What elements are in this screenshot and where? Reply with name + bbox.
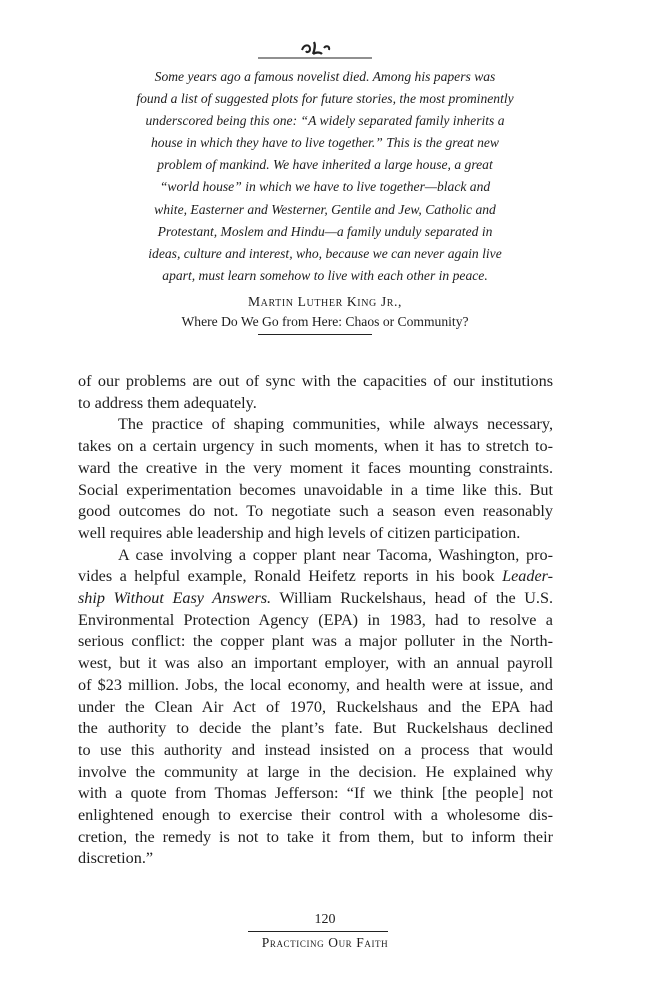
running-footer-title: Practicing Our Faith — [261, 935, 389, 950]
body-text — [78, 371, 553, 870]
body-text-run: vides a helpful example, Ronald Heifetz reports in his book — [78, 567, 503, 586]
epigraph-line: “world house” in which we have to live together—black and — [159, 179, 491, 195]
book-title: ship Without Easy Answers. — [78, 589, 272, 608]
body-text-run: William Ruckelshaus, head of the U.S. — [271, 589, 553, 608]
body-line: takes on a certain urgency in such moments, when it has to stretch to- — [78, 437, 553, 456]
body-line: west, but it was also an important employer, with an annual payroll — [78, 654, 553, 673]
epigraph-line: Some years ago a famous novelist died. Among his papers was — [154, 69, 496, 84]
body-line: with a quote from Thomas Jefferson: “If we think [the people] not — [78, 784, 553, 803]
body-line: discretion.” — [78, 849, 154, 868]
body-line: serious conflict: the copper plant was a major polluter in the North- — [78, 632, 553, 651]
body-line: under the Clean Air Act of 1970, Ruckelshaus and the EPA had — [78, 697, 553, 716]
body-line: enlightened enough to exercise their control with a wholesome dis- — [78, 806, 553, 825]
book-title: Leader- — [502, 567, 553, 586]
epigraph-line: house in which they have to live together.” This is the great new — [151, 135, 499, 151]
body-line: Social experimentation becomes unavoidable in a time like this. But — [78, 480, 553, 499]
fleuron-ornament-icon — [258, 36, 372, 64]
body-line: the authority to decide the plant’s fate. But Ruckelshaus declined — [78, 719, 553, 738]
epigraph-line: ideas, culture and interest, who, because we can never again live — [148, 245, 502, 261]
body-line — [78, 566, 553, 588]
body-line: of $23 million. Jobs, the local economy, and health were at issue, and — [78, 675, 553, 694]
epigraph-source-title: Where Do We Go from Here: Chaos or Community? — [181, 314, 469, 329]
body-line: well requires able leadership and high levels of citizen participation. — [78, 523, 521, 542]
epigraph-line: Protestant, Moslem and Hindu—a family unduly separated in — [157, 223, 493, 239]
body-line: A case involving a copper plant near Tacoma, Washington, pro- — [118, 545, 553, 564]
body-line: of our problems are out of sync with the capacities of our institutions — [78, 372, 553, 390]
epigraph-line: found a list of suggested plots for future stories, the most prominently — [136, 91, 514, 107]
epigraph-attribution — [90, 292, 560, 332]
page-number: 120 — [314, 912, 336, 927]
epigraph-line: apart, must learn somehow to live with each other in peace. — [162, 267, 488, 283]
epigraph-quote — [90, 66, 560, 287]
footer-divider — [248, 931, 388, 932]
epigraph-line: problem of mankind. We have inherited a large house, a great — [157, 157, 493, 173]
body-line: to use this authority and instead insisted on a process that would — [78, 740, 553, 759]
epigraph-divider — [258, 334, 372, 335]
body-line: ward the creative in the very moment it faces mounting constraints. — [78, 458, 553, 477]
epigraph-author: Martin Luther King Jr., — [247, 294, 402, 309]
body-line: good outcomes do not. To negotiate such a season even reasonably — [78, 502, 553, 521]
body-line: Environmental Protection Agency (EPA) in 1983, had to resolve a — [78, 610, 553, 629]
body-line — [78, 588, 553, 610]
epigraph-line: underscored being this one: “A widely separated family inherits a — [145, 113, 505, 129]
body-line: involve the community at large in the decision. He explained why — [78, 762, 553, 781]
body-line: cretion, the remedy is not to take it from them, but to inform their — [78, 827, 553, 846]
body-line: to address them adequately. — [78, 393, 257, 412]
epigraph-line: white, Easterner and Westerner, Gentile and Jew, Catholic and — [154, 201, 496, 217]
body-line: The practice of shaping communities, while always necessary, — [118, 415, 553, 434]
